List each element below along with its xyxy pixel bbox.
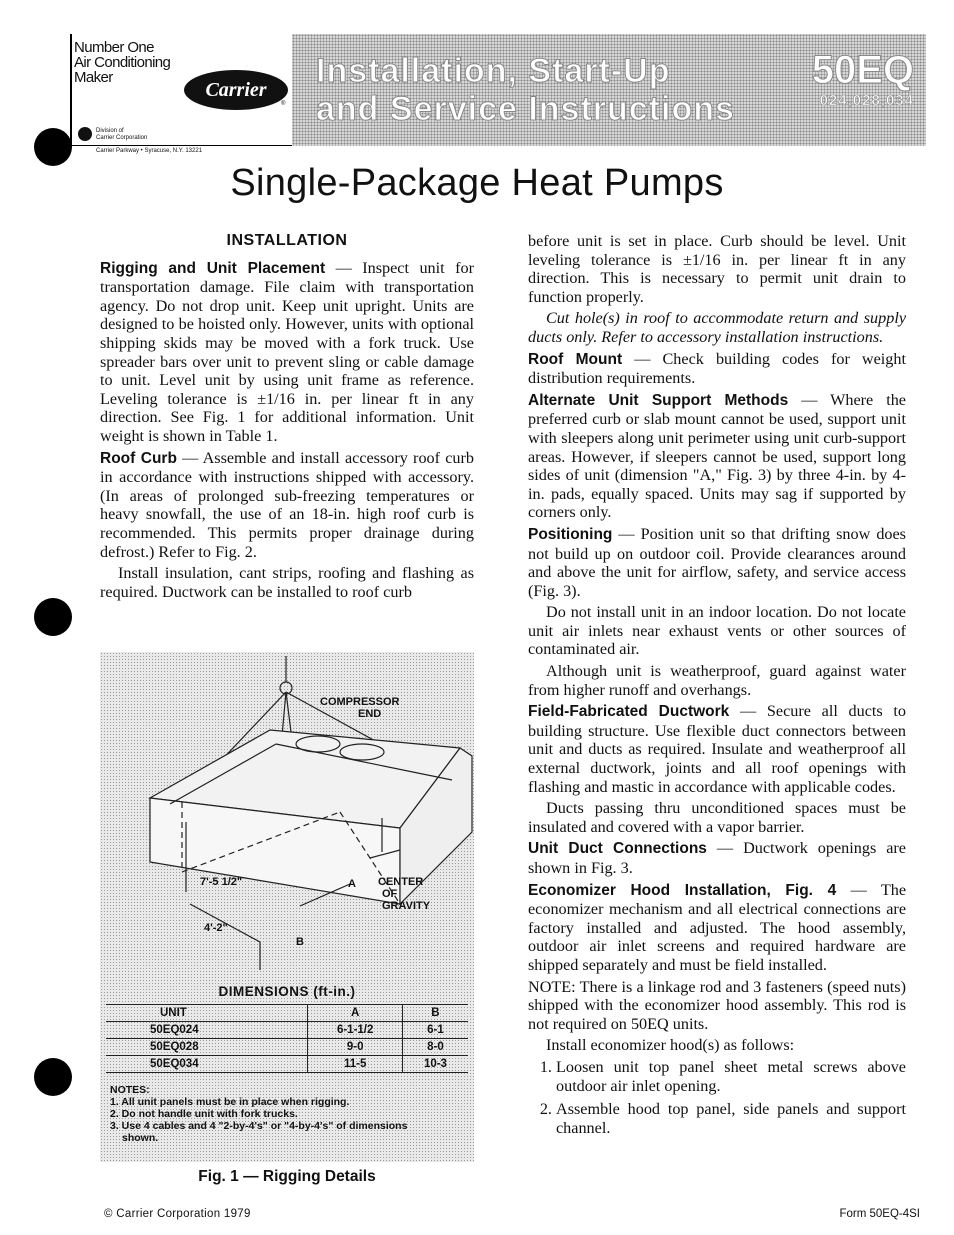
label-a: A [348, 878, 356, 890]
left-column [100, 232, 474, 604]
figure-notes [110, 1084, 470, 1144]
footer-form-number: Form 50EQ-4SI [839, 1208, 920, 1220]
right-column [528, 232, 906, 1142]
table-cell: 11-5 [308, 1056, 402, 1073]
table-header-row [106, 1005, 468, 1022]
paragraph-rigging [100, 259, 474, 446]
note-item: shown. [122, 1132, 159, 1144]
paragraph-weatherproof: Although unit is weatherproof, guard against water from higher runoff and overhangs. [528, 662, 906, 699]
text-alternate: — Where the preferred curb or slab mount cannot be used, support unit with sleepers along unit perimeter using unit curb-support areas. However, if sleepers cannot be used, support long sides of unit (dimension "A," Fig. 3) by three 4-in. by 4-in. pads, equally spaced. Units may sag if supported by corners only. [528, 390, 906, 522]
paragraph-roof-mount [528, 350, 906, 388]
dimensions-title: DIMENSIONS (ft-in.) [218, 984, 356, 999]
text-roof-curb: — Assemble and install accessory roof curb in accordance with instructions shipped with accessory. (In areas of prolonged sub-freezing temperatures or heavy snowfall, the use of an 18-in. high roof curb is recommended. This permits proper drainage during defrost.) Refer to Fig. 2. [100, 448, 474, 561]
paragraph-ducts-passing: Ducts passing thru unconditioned spaces must be insulated and covered with a vapor barrier. [528, 799, 906, 836]
text-economizer: — The economizer mechanism and all electrical connections are factory installed and adjusted. The hood assembly, outdoor air inlet screens and required hardware are shipped separately and must be field installed. [528, 880, 906, 974]
heading-roof-mount: Roof Mount [528, 350, 623, 368]
text-roof-mount: — Check building codes for weight distribution requirements. [528, 349, 906, 388]
paragraph-install-intro: Install economizer hood(s) as follows: [546, 1036, 795, 1055]
heading-field-duct: Field-Fabricated Ductwork [528, 703, 730, 721]
footer-copyright: © Carrier Corporation 1979 [104, 1208, 251, 1220]
section-title: INSTALLATION [226, 232, 348, 249]
address: Carrier Parkway • Syracuse, N.Y. 13221 [96, 148, 203, 154]
header-bottom-rule [72, 145, 296, 146]
table-cell: 50EQ028 [106, 1039, 308, 1056]
paragraph-note: NOTE: There is a linkage rod and 3 fasteners (speed nuts) shipped with the economizer hood assembly. This rod is not required on 50EQ units. [528, 977, 906, 1033]
note-item: 2. Do not handle unit with fork trucks. [110, 1108, 298, 1120]
paragraph-positioning [528, 525, 906, 600]
label-height: 7'-5 1/2" [200, 876, 243, 888]
division-line: Division of [96, 128, 124, 134]
label-end: END [358, 708, 382, 720]
paragraph-roof-curb [100, 449, 474, 562]
text-field-duct: — Secure all ducts to building structure. Use flexible duct connectors between unit and ducts as required. Insulate and weatherproof all external ductwork, joints and all roof openings with flashing and mastic in accordance with applicable codes. [528, 702, 906, 796]
table-cell: 50EQ024 [106, 1022, 308, 1039]
paragraph-economizer [528, 881, 906, 975]
paragraph-cut-holes: Cut hole(s) in roof to accommodate return and supply ducts only. Refer to accessory installation instructions. [528, 309, 906, 346]
heading-alternate: Alternate Unit Support Methods [528, 391, 789, 409]
table-cell: 9-0 [308, 1039, 402, 1056]
label-compressor: COMPRESSOR [320, 696, 400, 708]
paragraph-alternate [528, 391, 906, 522]
rigging-diagram [100, 652, 474, 982]
notes-title: NOTES: [110, 1084, 150, 1096]
division-logo-icon [78, 127, 92, 141]
paragraph-indoor: Do not install unit in an indoor location. Do not locate unit air inlets near exhaust vents or other sources of contaminated air. [528, 603, 906, 659]
catalog-numbers: 024,028,034 [819, 92, 914, 109]
logo-text: Carrier [205, 78, 267, 101]
figure-caption: Fig. 1 — Rigging Details [198, 1168, 376, 1185]
model-number: 50EQ [811, 48, 914, 92]
binder-hole-middle [34, 598, 72, 636]
table-cell: 10-3 [402, 1056, 468, 1073]
registered-mark: ® [281, 101, 286, 107]
banner-line: and Service Instructions [316, 90, 735, 128]
tagline [74, 40, 170, 85]
list-item: 2. Assemble hood top panel, side panels and support channel. [556, 1100, 906, 1137]
paragraph-duct-conn [528, 839, 906, 877]
heading-rigging: Rigging and Unit Placement [100, 259, 326, 277]
note-item: 1. All unit panels must be in place when rigging. [110, 1096, 350, 1108]
paragraph-insulation: Install insulation, cant strips, roofing and flashing as required. Ductwork can be installed to roof curb [100, 564, 474, 601]
heading-economizer: Economizer Hood Installation, Fig. 4 [528, 881, 837, 899]
rigging-figure [100, 652, 474, 1162]
text-duct-conn: — Ductwork openings are shown in Fig. 3. [528, 839, 906, 877]
tagline-line: Maker [74, 69, 113, 86]
list-item: 1. Loosen unit top panel sheet metal screws above outdoor air inlet opening. [556, 1058, 906, 1095]
dimensions-table [106, 1004, 468, 1073]
label-b: B [296, 936, 304, 948]
label-gravity: GRAVITY [382, 900, 431, 912]
page-title: Single-Package Heat Pumps [230, 162, 724, 204]
label-of: OF [382, 888, 398, 900]
label-center: CENTER [378, 876, 424, 888]
table-header-cell: UNIT [106, 1005, 308, 1022]
heading-roof-curb: Roof Curb [100, 449, 177, 467]
table-cell: 6-1 [402, 1022, 468, 1039]
division-line: Carrier Corporation [96, 135, 148, 141]
text-rigging: — Inspect unit for transportation damage. File claim with transportation agency. Do not drop unit. Keep unit upright. Units are designed to be hoisted only. However, units with optional shipping skids may be moved with a fork truck. Use spreader bars over unit to prevent sling or cable damage to unit. Level unit by using unit frame as reference. Leveling tolerance is ±1/16 in. per linear ft in any direction. See Fig. 1 for additional information. Unit weight is shown in Table 1. [100, 258, 474, 445]
banner-title [316, 52, 735, 128]
tagline-line: Air Conditioning [74, 54, 171, 71]
banner-line: Installation, Start-Up [316, 52, 671, 90]
text-positioning: — Position unit so that drifting snow does not build up on outdoor coil. Provide clearances around and above the unit for airflow, safety, and service access (Fig. 3). [528, 524, 906, 600]
heading-positioning: Positioning [528, 525, 613, 543]
note-item: 3. Use 4 cables and 4 "2-by-4's" or "4-by-4's" of dimensions [110, 1120, 408, 1132]
table-header-cell: B [402, 1005, 468, 1022]
tagline-line: Number One [74, 39, 154, 56]
binder-hole-top [34, 128, 72, 166]
carrier-logo [184, 70, 288, 110]
division-text [96, 128, 147, 142]
table-cell: 8-0 [402, 1039, 468, 1056]
table-cell: 50EQ034 [106, 1056, 308, 1073]
table-header-cell: A [308, 1005, 402, 1022]
table-cell: 6-1-1/2 [308, 1022, 402, 1039]
label-width: 4'-2" [204, 922, 228, 934]
heading-duct-conn: Unit Duct Connections [528, 840, 707, 858]
table-row [106, 1039, 468, 1056]
binder-hole-bottom [34, 1058, 72, 1096]
table-row [106, 1056, 468, 1073]
paragraph-field-duct [528, 702, 906, 796]
table-row [106, 1022, 468, 1039]
paragraph-curb-cont: before unit is set in place. Curb should be level. Unit leveling tolerance is ±1/16 in. per linear ft in any direction. This is necessary to permit unit drain to function properly. [528, 232, 906, 306]
install-steps [528, 1058, 906, 1137]
